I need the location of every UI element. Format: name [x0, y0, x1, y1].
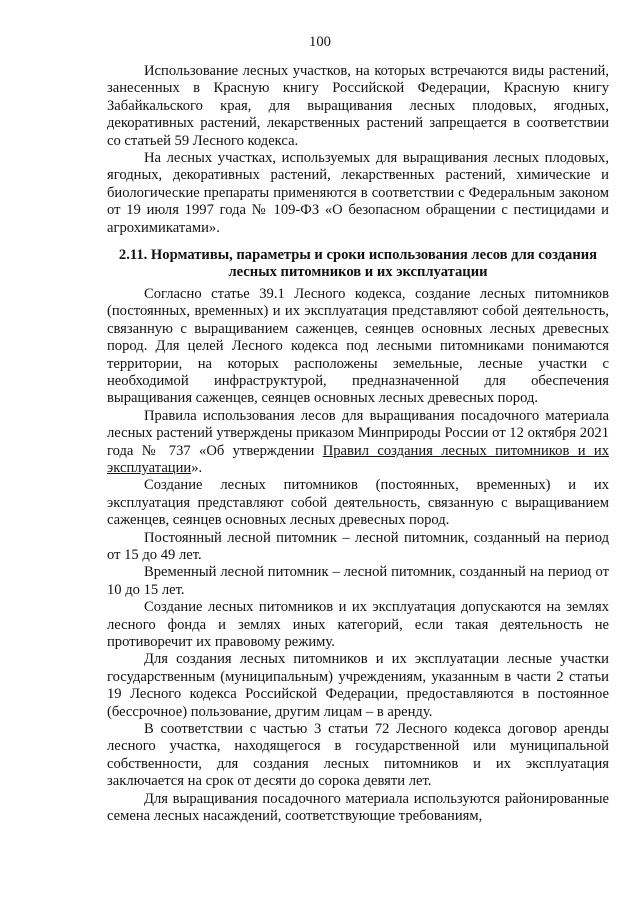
paragraph-permanent-nursery: Постоянный лесной питомник – лесной питомник, созданный на период от 15 до 49 лет.: [107, 529, 609, 563]
paragraph-red-book-restriction: Использование лесных участков, на которых встречаются виды растений, занесенных в Красную книгу Российской Федерации, Красную книгу Забайкальского края, для выращивания лесных плодовых, ягодных, декоративных растений, лекарственных растений запрещается в соответствии со статьей 59 Лесного кодекса.: [107, 63, 609, 149]
page-content: [107, 63, 609, 825]
paragraph-seed-material: Для выращивания посадочного материала используются районированные семена лесных насаждений, соответствующие требованиям,: [107, 790, 609, 825]
paragraph-pesticides: На лесных участках, используемых для выращивания лесных плодовых, ягодных, декоративных растений, лекарственных растений, химические и биологические препараты применяются в соответствии с Федеральным законом от 19 июля 1997 года № 109-ФЗ «О безопасном обращении с пестицидами и агрохимикатами».: [107, 150, 609, 236]
paragraph-article-39-1: Согласно статье 39.1 Лесного кодекса, создание лесных питомников (постоянных, временных) и их эксплуатация представляют собой деятельность, связанную с выращиванием саженцев, сеянцев основных лесных древесных пород. Для целей Лесного кодекса под лесными питомниками понимаются территории, на которых расположены земельные, лесные участки с необходимой инфраструктурой, предназначенной для обеспечения выращивания саженцев, сеянцев основных лесных древесных пород.: [107, 285, 609, 407]
paragraph-nursery-activity: Создание лесных питомников (постоянных, временных) и их эксплуатация представляют собой деятельность, связанную с выращиванием саженцев, сеянцев основных лесных древесных пород.: [107, 477, 609, 529]
section-heading: 2.11. Нормативы, параметры и сроки использования лесов для создания лесных питомников и их эксплуатации: [118, 247, 598, 281]
page-number: 100: [309, 34, 331, 50]
rules-link[interactable]: Правил создания лесных питомников и их эксплуатации: [107, 442, 609, 476]
paragraph-land-provision: Для создания лесных питомников и их эксплуатации лесные участки государственным (муниципальным) учреждениям, указанным в части 2 статьи 19 Лесного кодекса Российской Федерации, предоставляются в постоянное (бессрочное) пользование, другим лицам – в аренду.: [107, 651, 609, 720]
paragraph-lease-term: В соответствии с частью 3 статьи 72 Лесного кодекса договор аренды лесного участка, находящегося в государственной или муниципальной собственности, для создания лесных питомников и их эксплуатация заключается на срок от десяти до сорока девяти лет.: [107, 721, 609, 790]
order-text-before: Правила использования лесов для выращивания посадочного материала лесных растений утверждены приказом Минприроды России от 12 октября 2021 года № 737 «Об утверждении: [107, 407, 609, 459]
paragraph-temporary-nursery: Временный лесной питомник – лесной питомник, созданный на период от 10 до 15 лет.: [107, 564, 609, 598]
paragraph-land-categories: Создание лесных питомников и их эксплуатация допускаются на землях лесного фонда и землях иных категорий, если такая деятельность не противоречит их правовому режиму.: [107, 599, 609, 650]
paragraph-order-737: [107, 408, 609, 478]
order-text-after: ».: [191, 459, 203, 476]
